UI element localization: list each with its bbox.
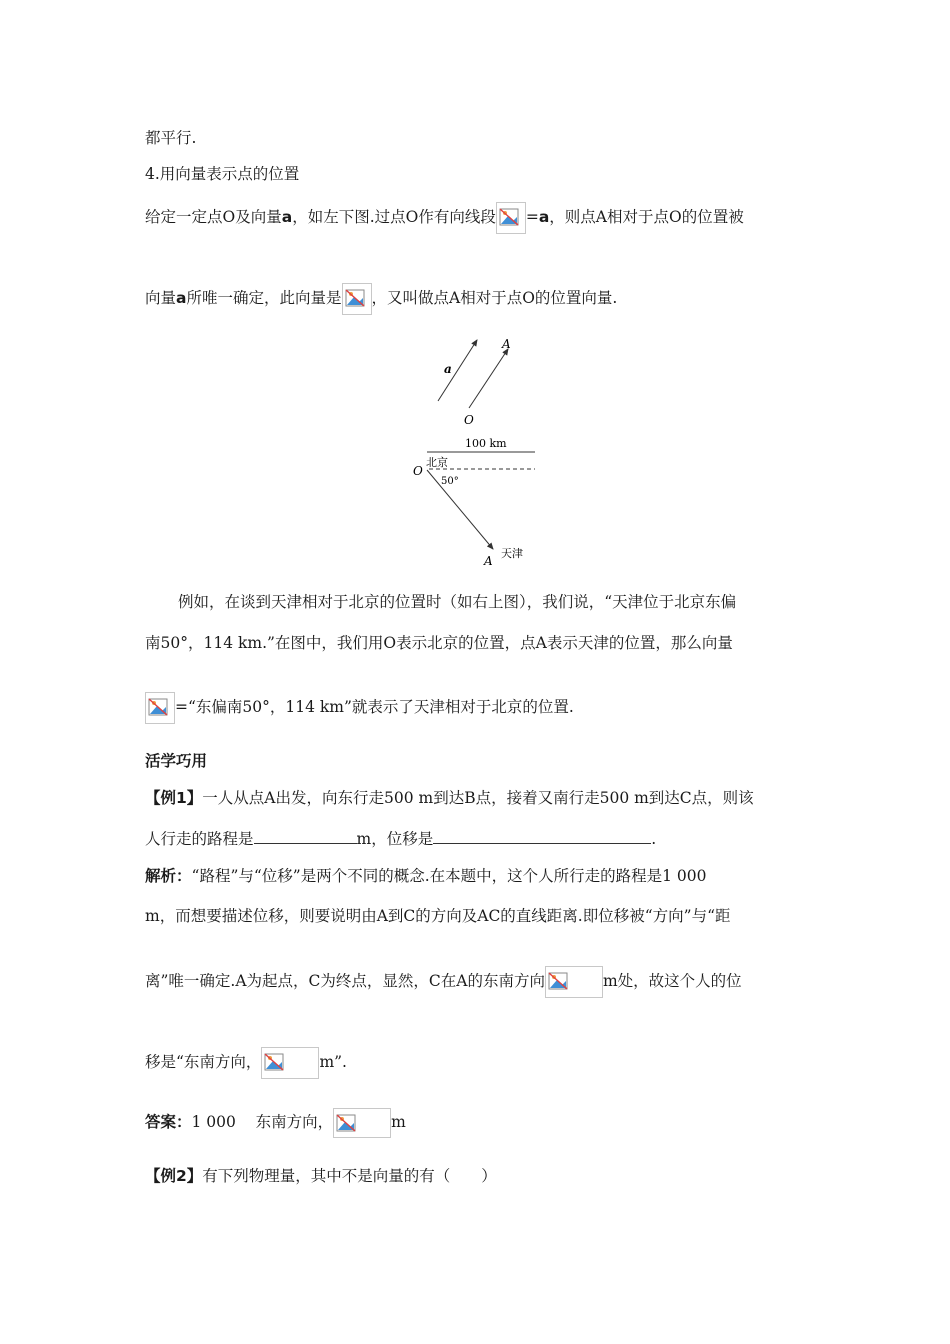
paragraph-line: =“东偏南50°，114 km”就表示了天津相对于北京的位置. xyxy=(145,692,574,724)
point-a-label: A xyxy=(502,337,511,351)
section-heading: 4.用向量表示点的位置 xyxy=(145,165,300,183)
scale-label: 100 km xyxy=(465,437,507,450)
paragraph-line: 解析：“路程”与“位移”是两个不同的概念.在本题中，这个人所行走的路程是1 000 xyxy=(145,867,707,885)
vector-oa-arrow xyxy=(469,349,508,408)
beijing-label: 北京 xyxy=(426,456,448,469)
point-o-label: O xyxy=(464,413,474,427)
example-label: 【例2】 xyxy=(145,1167,203,1185)
vector-oa-image xyxy=(145,692,175,724)
broken-image-icon xyxy=(264,1053,284,1071)
vector-oa-image xyxy=(496,202,526,234)
paragraph-line: 给定一定点O及向量a，如左下图.过点O作有向线段 =a，则点A相对于点O的位置被 xyxy=(145,202,744,234)
example-label: 【例1】 xyxy=(145,789,203,807)
paragraph-line: 人行走的路程是 m，位移是 . xyxy=(145,830,657,848)
vector-oa-arrow xyxy=(427,470,493,549)
answer-blank xyxy=(433,829,651,844)
section-heading: 活学巧用 xyxy=(145,752,208,770)
paragraph-line: 【例2】有下列物理量，其中不是向量的有（ ） xyxy=(145,1167,497,1185)
angle-label: 50° xyxy=(441,476,459,487)
paragraph-line: 答案：1 000 东南方向， m xyxy=(145,1108,406,1138)
paragraph-line: 南50°，114 km.”在图中，我们用O表示北京的位置，点A表示天津的位置，那么向量 xyxy=(145,634,733,652)
tianjin-label: 天津 xyxy=(501,547,523,560)
paragraph-line: 离”唯一确定.A为起点，C为终点，显然，C在A的东南方向 m处，故这个人的位 xyxy=(145,966,742,998)
formula-image xyxy=(545,966,603,998)
broken-image-icon xyxy=(148,698,168,716)
vector-oa-image xyxy=(342,283,372,315)
text-line: 都平行. xyxy=(145,129,197,147)
answer-label: 答案： xyxy=(145,1113,192,1131)
point-o-label: O xyxy=(413,464,423,478)
point-a-label: A xyxy=(484,554,493,568)
broken-image-icon xyxy=(499,208,519,226)
vector-a-label: a xyxy=(444,362,452,376)
paragraph-line: 移是“东南方向， m”. xyxy=(145,1047,347,1079)
paragraph-line: 例如，在谈到天津相对于北京的位置时（如右上图），我们说，“天津位于北京东偏 xyxy=(178,593,737,611)
beijing-tianjin-map xyxy=(405,433,545,568)
broken-image-icon xyxy=(345,289,365,307)
answer-blank xyxy=(254,829,357,844)
paragraph-line: 【例1】一人从点A出发，向东行走500 m到达B点，接着又南行走500 m到达C点，则该 xyxy=(145,789,754,807)
broken-image-icon xyxy=(336,1114,356,1132)
solution-label: 解析： xyxy=(145,867,192,885)
broken-image-icon xyxy=(548,972,568,990)
vector-figure xyxy=(420,335,530,430)
paragraph-line: 向量a所唯一确定，此向量是 ，又叫做点A相对于点O的位置向量. xyxy=(145,283,617,315)
formula-image xyxy=(333,1108,391,1138)
paragraph-line: m，而想要描述位移，则要说明由A到C的方向及AC的直线距离.即位移被“方向”与“距 xyxy=(145,907,731,925)
formula-image xyxy=(261,1047,319,1079)
